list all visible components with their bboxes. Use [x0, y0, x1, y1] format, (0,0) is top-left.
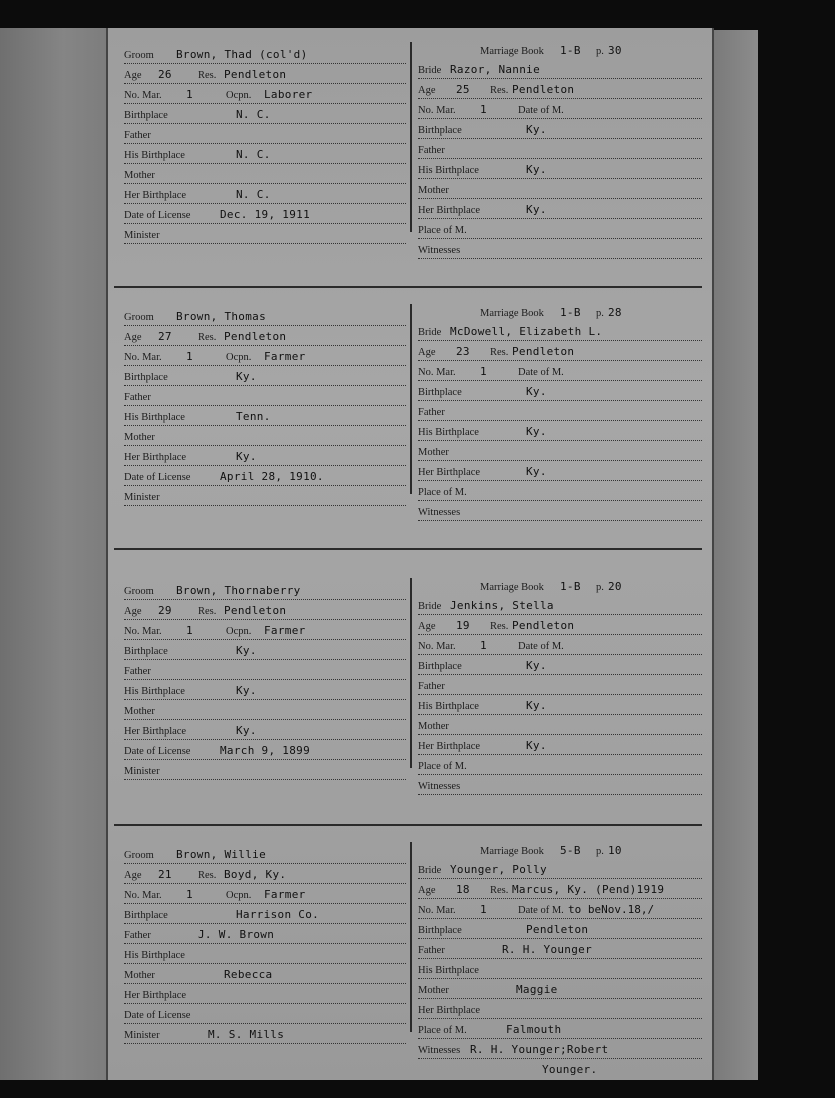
groom-her-birthplace: N. C. — [236, 188, 271, 201]
mother-label: Mother — [124, 170, 155, 181]
groom-father-row — [124, 386, 406, 406]
bride-birthplace: Pendleton — [526, 923, 589, 936]
no-mar-label: No. Mar. — [418, 641, 456, 652]
marriage-book-number: 1-B — [560, 306, 581, 319]
date-of-m-label: Date of M. — [518, 905, 564, 916]
ocpn-label: Ocpn. — [226, 90, 252, 101]
res-label: Res. — [198, 70, 217, 81]
groom-residence: Pendleton — [224, 604, 287, 617]
bride-residence: Pendleton — [512, 345, 575, 358]
date-of-license-label: Date of License — [124, 472, 191, 483]
bride-her-birthplace-row — [418, 735, 702, 755]
groom-age-row — [124, 326, 406, 346]
groom-row — [124, 580, 406, 600]
bride-her-birthplace-row — [418, 199, 702, 219]
ocpn-label: Ocpn. — [226, 890, 252, 901]
page-label: p. — [596, 308, 604, 319]
marriage-book-label: Marriage Book — [480, 46, 544, 57]
groom-her-birthplace-row — [124, 446, 406, 466]
marriage-book-row — [418, 40, 702, 59]
bride-row — [418, 59, 702, 79]
her-birthplace-label: Her Birthplace — [124, 190, 187, 201]
date-of-m-label: Date of M. — [518, 105, 564, 116]
age-label: Age — [124, 870, 142, 881]
bride-his-birthplace: Ky. — [526, 425, 547, 438]
bride-row — [418, 859, 702, 879]
groom-mother-row — [124, 164, 406, 184]
groom-mar-row — [124, 884, 406, 904]
groom-birthplace: Ky. — [236, 644, 257, 657]
res-label: Res. — [490, 885, 509, 896]
groom-minister-row — [124, 486, 406, 506]
birthplace-label: Birthplace — [124, 910, 168, 921]
marriage-book-page: 10 — [608, 844, 622, 857]
bride-mother-row — [418, 715, 702, 735]
birthplace-label: Birthplace — [418, 925, 462, 936]
marriage-record-1 — [108, 36, 712, 298]
bride-witnesses-row — [418, 1039, 702, 1059]
father-label: Father — [418, 945, 445, 956]
groom-mar-row — [124, 620, 406, 640]
groom-her-birthplace-row — [124, 984, 406, 1004]
marriage-book-row — [418, 840, 702, 859]
bride-name: McDowell, Elizabeth L. — [450, 325, 603, 338]
bride-column — [418, 40, 702, 278]
father-label: Father — [124, 666, 151, 677]
res-label: Res. — [198, 870, 217, 881]
groom-her-birthplace: Ky. — [236, 724, 257, 737]
bride-place-row — [418, 219, 702, 239]
minister-label: Minister — [124, 230, 160, 241]
bride-no-mar: 1 — [480, 639, 487, 652]
bride-column — [418, 840, 702, 1078]
record-column-separator — [410, 304, 412, 494]
groom-birthplace-row — [124, 640, 406, 660]
page-label: p. — [596, 846, 604, 857]
groom-date-of-license: April 28, 1910. — [220, 470, 324, 483]
his-birthplace-label: His Birthplace — [124, 412, 185, 423]
his-birthplace-label: His Birthplace — [418, 965, 479, 976]
bride-age-row — [418, 341, 702, 361]
groom-occupation: Farmer — [264, 888, 306, 901]
bride-mother-row — [418, 979, 702, 999]
bride-father-row — [418, 139, 702, 159]
record-column-separator — [410, 842, 412, 1032]
no-mar-label: No. Mar. — [124, 352, 162, 363]
res-label: Res. — [490, 85, 509, 96]
groom-mother-row — [124, 964, 406, 984]
groom-age: 27 — [158, 330, 172, 343]
bride-witnesses-row — [418, 501, 702, 521]
bride-his-birthplace-row — [418, 159, 702, 179]
groom-occupation: Farmer — [264, 624, 306, 637]
bride-label: Bride — [418, 327, 442, 338]
groom-row — [124, 44, 406, 64]
groom-column — [124, 306, 406, 506]
mother-label: Mother — [418, 721, 449, 732]
marriage-book-label: Marriage Book — [480, 308, 544, 319]
groom-father-row — [124, 924, 406, 944]
age-label: Age — [418, 885, 436, 896]
groom-mar-row — [124, 84, 406, 104]
date-of-license-label: Date of License — [124, 1010, 191, 1021]
res-label: Res. — [490, 621, 509, 632]
bride-birthplace: Ky. — [526, 385, 547, 398]
bride-no-mar: 1 — [480, 365, 487, 378]
date-of-license-label: Date of License — [124, 746, 191, 757]
groom-mother-row — [124, 700, 406, 720]
bride-her-birthplace-row — [418, 999, 702, 1019]
marriage-book-row — [418, 576, 702, 595]
bride-her-birthplace: Ky. — [526, 203, 547, 216]
bride-father-row — [418, 675, 702, 695]
groom-age-row — [124, 600, 406, 620]
his-birthplace-label: His Birthplace — [418, 165, 479, 176]
bride-mar-row — [418, 899, 702, 919]
groom-minister-row — [124, 1024, 406, 1044]
groom-his-birthplace-row — [124, 144, 406, 164]
bride-father-row — [418, 939, 702, 959]
her-birthplace-label: Her Birthplace — [418, 741, 481, 752]
groom-his-birthplace-row — [124, 680, 406, 700]
page-label: p. — [596, 46, 604, 57]
marriage-record-3 — [108, 572, 712, 834]
bride-age-row — [418, 615, 702, 635]
bride-place-of-m: Falmouth — [506, 1023, 562, 1036]
page-label: p. — [596, 582, 604, 593]
bride-witnesses-cont-row — [418, 795, 702, 814]
bride-mother-row — [418, 179, 702, 199]
father-label: Father — [124, 130, 151, 141]
birthplace-label: Birthplace — [418, 125, 462, 136]
bride-mother-row — [418, 441, 702, 461]
age-label: Age — [124, 606, 142, 617]
mother-label: Mother — [418, 447, 449, 458]
groom-father: J. W. Brown — [198, 928, 275, 941]
groom-name: Brown, Thad (col'd) — [176, 48, 308, 61]
groom-license-row — [124, 204, 406, 224]
groom-age-row — [124, 864, 406, 884]
bride-father: R. H. Younger — [502, 943, 592, 956]
bride-birthplace-row — [418, 119, 702, 139]
record-column-separator — [410, 578, 412, 768]
groom-birthplace: Ky. — [236, 370, 257, 383]
groom-his-birthplace-row — [124, 944, 406, 964]
no-mar-label: No. Mar. — [124, 890, 162, 901]
bride-his-birthplace-row — [418, 421, 702, 441]
bride-age: 25 — [456, 83, 470, 96]
res-label: Res. — [490, 347, 509, 358]
groom-column — [124, 44, 406, 244]
bride-his-birthplace: Ky. — [526, 163, 547, 176]
groom-birthplace: N. C. — [236, 108, 271, 121]
marriage-book-row — [418, 302, 702, 321]
no-mar-label: No. Mar. — [418, 105, 456, 116]
marriage-book-page: 20 — [608, 580, 622, 593]
groom-age: 21 — [158, 868, 172, 881]
her-birthplace-label: Her Birthplace — [124, 452, 187, 463]
minister-label: Minister — [124, 1030, 160, 1041]
bride-age: 18 — [456, 883, 470, 896]
groom-name: Brown, Willie — [176, 848, 266, 861]
record-divider — [114, 286, 702, 288]
bride-column — [418, 302, 702, 540]
mother-label: Mother — [418, 185, 449, 196]
bride-witnesses-cont-row — [418, 521, 702, 540]
bride-no-mar: 1 — [480, 103, 487, 116]
mother-label: Mother — [124, 706, 155, 717]
groom-residence: Boyd, Ky. — [224, 868, 287, 881]
bride-residence: Pendleton — [512, 83, 575, 96]
age-label: Age — [124, 70, 142, 81]
age-label: Age — [418, 621, 436, 632]
marriage-book-label: Marriage Book — [480, 846, 544, 857]
mother-label: Mother — [418, 985, 449, 996]
groom-date-of-license: March 9, 1899 — [220, 744, 310, 757]
minister-label: Minister — [124, 766, 160, 777]
bride-her-birthplace: Ky. — [526, 739, 547, 752]
groom-label: Groom — [124, 50, 154, 61]
birthplace-label: Birthplace — [124, 646, 168, 657]
record-divider — [114, 824, 702, 826]
res-label: Res. — [198, 332, 217, 343]
bride-birthplace-row — [418, 919, 702, 939]
groom-no-mar: 1 — [186, 88, 193, 101]
bride-her-birthplace-row — [418, 461, 702, 481]
his-birthplace-label: His Birthplace — [418, 701, 479, 712]
bride-place-row — [418, 481, 702, 501]
bride-residence: Marcus, Ky. (Pend)1919 — [512, 883, 665, 896]
groom-birthplace-row — [124, 366, 406, 386]
groom-no-mar: 1 — [186, 350, 193, 363]
bride-age: 19 — [456, 619, 470, 632]
groom-residence: Pendleton — [224, 330, 287, 343]
bride-no-mar: 1 — [480, 903, 487, 916]
groom-license-row — [124, 1004, 406, 1024]
father-label: Father — [418, 145, 445, 156]
age-label: Age — [124, 332, 142, 343]
groom-minister-row — [124, 224, 406, 244]
groom-no-mar: 1 — [186, 888, 193, 901]
father-label: Father — [124, 392, 151, 403]
bride-name: Razor, Nannie — [450, 63, 540, 76]
mother-label: Mother — [124, 432, 155, 443]
groom-birthplace-row — [124, 904, 406, 924]
his-birthplace-label: His Birthplace — [124, 150, 185, 161]
res-label: Res. — [198, 606, 217, 617]
witnesses-label: Witnesses — [418, 1045, 461, 1056]
ocpn-label: Ocpn. — [226, 626, 252, 637]
bride-his-birthplace-row — [418, 695, 702, 715]
record-column-separator — [410, 42, 412, 232]
bride-mar-row — [418, 361, 702, 381]
her-birthplace-label: Her Birthplace — [418, 467, 481, 478]
groom-name: Brown, Thomas — [176, 310, 266, 323]
date-of-license-label: Date of License — [124, 210, 191, 221]
groom-column — [124, 580, 406, 780]
groom-her-birthplace-row — [124, 720, 406, 740]
no-mar-label: No. Mar. — [418, 367, 456, 378]
marriage-book-label: Marriage Book — [480, 582, 544, 593]
marriage-book-page: 30 — [608, 44, 622, 57]
groom-minister: M. S. Mills — [208, 1028, 285, 1041]
groom-father-row — [124, 660, 406, 680]
place-of-m-label: Place of M. — [418, 487, 467, 498]
bride-witnesses-continued: Younger. — [542, 1063, 598, 1076]
groom-label: Groom — [124, 586, 154, 597]
groom-father-row — [124, 124, 406, 144]
left-scan-margin — [0, 28, 106, 1080]
groom-residence: Pendleton — [224, 68, 287, 81]
his-birthplace-label: His Birthplace — [418, 427, 479, 438]
bride-his-birthplace: Ky. — [526, 699, 547, 712]
place-of-m-label: Place of M. — [418, 1025, 467, 1036]
groom-her-birthplace: Ky. — [236, 450, 257, 463]
groom-name: Brown, Thornaberry — [176, 584, 301, 597]
witnesses-label: Witnesses — [418, 245, 461, 256]
marriage-book-number: 5-B — [560, 844, 581, 857]
mother-label: Mother — [124, 970, 155, 981]
bride-label: Bride — [418, 65, 442, 76]
bride-witnesses-row — [418, 775, 702, 795]
marriage-book-number: 1-B — [560, 580, 581, 593]
witnesses-label: Witnesses — [418, 507, 461, 518]
record-divider — [114, 548, 702, 550]
groom-mar-row — [124, 346, 406, 366]
age-label: Age — [418, 347, 436, 358]
her-birthplace-label: Her Birthplace — [418, 1005, 481, 1016]
ocpn-label: Ocpn. — [226, 352, 252, 363]
bride-row — [418, 595, 702, 615]
his-birthplace-label: His Birthplace — [124, 950, 185, 961]
bride-mar-row — [418, 99, 702, 119]
minister-label: Minister — [124, 492, 160, 503]
bride-father-row — [418, 401, 702, 421]
bride-birthplace: Ky. — [526, 123, 547, 136]
place-of-m-label: Place of M. — [418, 225, 467, 236]
bride-date-of-m: to beNov.18,/ — [568, 903, 655, 916]
groom-her-birthplace-row — [124, 184, 406, 204]
groom-row — [124, 844, 406, 864]
bride-birthplace-row — [418, 655, 702, 675]
no-mar-label: No. Mar. — [418, 905, 456, 916]
marriage-book-number: 1-B — [560, 44, 581, 57]
bride-column — [418, 576, 702, 814]
no-mar-label: No. Mar. — [124, 626, 162, 637]
her-birthplace-label: Her Birthplace — [418, 205, 481, 216]
groom-his-birthplace: Ky. — [236, 684, 257, 697]
date-of-m-label: Date of M. — [518, 367, 564, 378]
groom-age: 26 — [158, 68, 172, 81]
birthplace-label: Birthplace — [124, 372, 168, 383]
bride-row — [418, 321, 702, 341]
his-birthplace-label: His Birthplace — [124, 686, 185, 697]
father-label: Father — [418, 407, 445, 418]
her-birthplace-label: Her Birthplace — [124, 726, 187, 737]
bride-witnesses-row — [418, 239, 702, 259]
groom-age-row — [124, 64, 406, 84]
bride-his-birthplace-row — [418, 959, 702, 979]
bride-label: Bride — [418, 865, 442, 876]
groom-minister-row — [124, 760, 406, 780]
bride-witnesses-cont-row — [418, 1059, 702, 1078]
birthplace-label: Birthplace — [418, 387, 462, 398]
bride-age-row — [418, 879, 702, 899]
groom-occupation: Farmer — [264, 350, 306, 363]
bride-mother: Maggie — [516, 983, 558, 996]
bride-witnesses-cont-row — [418, 259, 702, 278]
bride-her-birthplace: Ky. — [526, 465, 547, 478]
her-birthplace-label: Her Birthplace — [124, 990, 187, 1001]
right-scan-margin — [714, 30, 758, 1080]
marriage-book-page: 28 — [608, 306, 622, 319]
bride-mar-row — [418, 635, 702, 655]
groom-mother-row — [124, 426, 406, 446]
father-label: Father — [418, 681, 445, 692]
marriage-record-4 — [108, 836, 712, 1098]
groom-age: 29 — [158, 604, 172, 617]
groom-his-birthplace-row — [124, 406, 406, 426]
groom-birthplace-row — [124, 104, 406, 124]
groom-date-of-license: Dec. 19, 1911 — [220, 208, 310, 221]
bride-residence: Pendleton — [512, 619, 575, 632]
groom-label: Groom — [124, 850, 154, 861]
bride-place-row — [418, 1019, 702, 1039]
bride-age-row — [418, 79, 702, 99]
date-of-m-label: Date of M. — [518, 641, 564, 652]
bride-age: 23 — [456, 345, 470, 358]
bride-place-row — [418, 755, 702, 775]
place-of-m-label: Place of M. — [418, 761, 467, 772]
bride-name: Younger, Polly — [450, 863, 547, 876]
birthplace-label: Birthplace — [418, 661, 462, 672]
groom-birthplace: Harrison Co. — [236, 908, 320, 921]
groom-his-birthplace: Tenn. — [236, 410, 271, 423]
bride-birthplace-row — [418, 381, 702, 401]
witnesses-label: Witnesses — [418, 781, 461, 792]
birthplace-label: Birthplace — [124, 110, 168, 121]
groom-license-row — [124, 740, 406, 760]
groom-license-row — [124, 466, 406, 486]
groom-label: Groom — [124, 312, 154, 323]
marriage-record-2 — [108, 298, 712, 560]
groom-column — [124, 844, 406, 1044]
no-mar-label: No. Mar. — [124, 90, 162, 101]
age-label: Age — [418, 85, 436, 96]
bride-name: Jenkins, Stella — [450, 599, 554, 612]
bride-witnesses: R. H. Younger;Robert — [470, 1043, 609, 1056]
groom-mother: Rebecca — [224, 968, 273, 981]
groom-row — [124, 306, 406, 326]
bride-label: Bride — [418, 601, 442, 612]
groom-occupation: Laborer — [264, 88, 313, 101]
bride-birthplace: Ky. — [526, 659, 547, 672]
father-label: Father — [124, 930, 151, 941]
groom-his-birthplace: N. C. — [236, 148, 271, 161]
groom-no-mar: 1 — [186, 624, 193, 637]
marriage-record-card — [106, 28, 714, 1080]
